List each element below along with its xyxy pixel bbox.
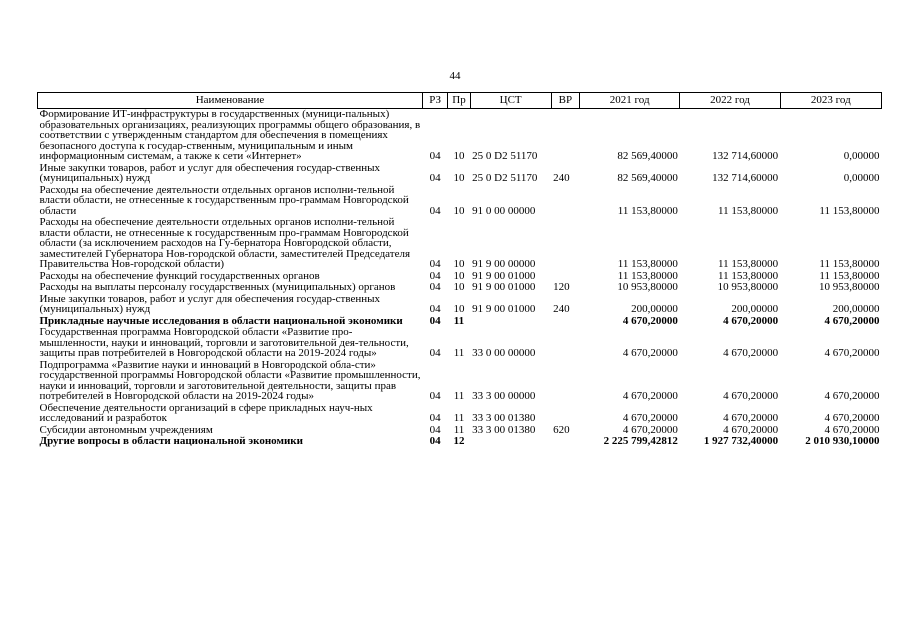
cell-vr — [551, 360, 579, 403]
cell-name: Другие вопросы в области национальной экономики — [39, 435, 303, 447]
column-header-rz: РЗ — [423, 93, 448, 109]
table-row — [38, 327, 882, 360]
cell-rz: 04 — [429, 390, 441, 402]
cell-amount-2021: 4 670,20000 — [622, 423, 678, 436]
column-header-2023: 2023 год — [780, 93, 881, 109]
cell-vr — [551, 217, 579, 271]
cell-amount-2022: 132 714,60000 — [712, 150, 779, 162]
cell-pr: 10 — [453, 303, 465, 315]
cell-pr: 11 — [453, 347, 465, 359]
cell-amount-2023: 11 153,80000 — [819, 204, 880, 217]
cell-name: Иные закупки товаров, работ и услуг для обеспечения государ-ственных (муниципальных) нужд — [39, 292, 381, 315]
cell-amount-2022: 11 153,80000 — [718, 204, 779, 217]
cell-pr: 11 — [453, 423, 465, 436]
cell-rz: 04 — [429, 258, 441, 270]
cell-amount-2021: 11 153,80000 — [617, 204, 678, 217]
cell-amount-2022: 4 670,20000 — [723, 390, 779, 402]
table-row — [38, 163, 882, 185]
table-body — [38, 109, 882, 448]
cell-vr — [551, 316, 579, 328]
cell-amount-2022: 11 153,80000 — [718, 258, 779, 270]
cell-rz: 04 — [429, 269, 441, 282]
cell-amount-2023: 4 670,20000 — [824, 423, 880, 436]
cell-amount-2023: 2 010 930,10000 — [805, 435, 880, 447]
cell-pr: 10 — [453, 281, 465, 293]
table-row — [38, 360, 882, 403]
cell-name: Государственная программа Новгородской области «Развитие про-мышленности, науки и инноваций, торговли и заготовительной дея-тельности, защиты прав потребителей в Новгородской области на 2019-2024 годы» — [39, 326, 409, 359]
cell-cst: 33 3 00 00000 — [472, 390, 536, 402]
cell-cst: 25 0 D2 51170 — [472, 172, 538, 184]
cell-rz: 04 — [429, 204, 441, 217]
cell-pr: 10 — [453, 204, 465, 217]
cell-cst: 91 9 00 01000 — [472, 269, 536, 282]
cell-amount-2023: 4 670,20000 — [824, 347, 880, 359]
cell-rz: 04 — [429, 281, 441, 293]
cell-amount-2023: 4 670,20000 — [824, 412, 880, 424]
cell-rz: 04 — [429, 412, 441, 424]
cell-amount-2022: 10 953,80000 — [717, 281, 779, 293]
table-header-row — [38, 93, 882, 109]
cell-amount-2021: 82 569,40000 — [617, 172, 678, 184]
cell-amount-2022: 1 927 732,40000 — [703, 435, 779, 447]
cell-vr — [551, 185, 579, 218]
table-row — [38, 294, 882, 316]
cell-amount-2023: 4 670,20000 — [824, 390, 880, 402]
cell-cst — [470, 316, 551, 328]
cell-rz: 04 — [429, 423, 441, 436]
cell-amount-2023: 0,00000 — [843, 172, 880, 184]
cell-pr: 10 — [453, 172, 465, 184]
cell-vr — [551, 403, 579, 425]
cell-amount-2023: 11 153,80000 — [819, 269, 880, 282]
cell-name: Расходы на обеспечение деятельности отдельных органов исполни-тельной власти области, не отнесенные к государственным про-граммам Новгородской области — [39, 183, 409, 217]
cell-amount-2023: 4 670,20000 — [824, 314, 880, 327]
cell-name: Расходы на обеспечение функций государственных органов — [39, 269, 320, 282]
cell-name: Обеспечение деятельности организаций в сфере прикладных науч-ных исследований и разработок — [39, 401, 373, 424]
cell-amount-2022: 4 670,20000 — [723, 347, 779, 359]
page-number: 44 — [449, 70, 461, 82]
cell-amount-2023: 11 153,80000 — [819, 258, 880, 270]
cell-amount-2022: 4 670,20000 — [723, 423, 779, 436]
cell-rz: 04 — [429, 347, 441, 359]
cell-vr — [551, 436, 579, 448]
cell-amount-2021: 2 225 799,42812 — [603, 435, 678, 447]
cell-amount-2021: 11 153,80000 — [617, 258, 678, 270]
cell-vr: 120 — [553, 281, 570, 293]
cell-pr: 12 — [453, 435, 465, 447]
cell-vr: 240 — [553, 172, 570, 184]
cell-name: Прикладные научные исследования в области национальной экономики — [39, 314, 403, 327]
table-row — [38, 185, 882, 218]
table-row — [38, 436, 882, 448]
cell-cst — [470, 436, 551, 448]
cell-vr: 240 — [553, 303, 570, 315]
cell-cst: 91 9 00 01000 — [472, 303, 536, 315]
cell-vr: 620 — [553, 423, 570, 436]
column-header-2021: 2021 год — [580, 93, 680, 109]
cell-rz: 04 — [429, 314, 441, 327]
column-header-cst: ЦСТ — [470, 93, 551, 109]
cell-amount-2022: 200,00000 — [731, 303, 779, 315]
cell-cst: 91 9 00 01000 — [472, 281, 536, 293]
column-header-name: Наименование — [38, 93, 423, 109]
cell-pr: 11 — [453, 390, 465, 402]
cell-cst: 33 0 00 00000 — [472, 347, 536, 359]
cell-pr: 11 — [453, 314, 465, 327]
column-header-2022: 2022 год — [680, 93, 780, 109]
cell-pr: 11 — [453, 412, 465, 424]
table-row — [38, 109, 882, 163]
cell-name: Формирование ИТ-инфраструктуры в государственных (муници-пальных) образовательных организациях, реализующих программы общего образования, в соответствии с утвержденным стандартом для обеспечения в помещениях безопасного доступа к государ-ственным, муниципальным и иным информационным системам, а также к сети «Интернет» — [39, 108, 421, 162]
cell-pr: 10 — [453, 258, 465, 270]
cell-cst: 33 3 00 01380 — [472, 412, 536, 424]
cell-amount-2023: 0,00000 — [843, 150, 880, 162]
cell-amount-2021: 11 153,80000 — [617, 269, 678, 282]
column-header-vr: ВР — [551, 93, 579, 109]
cell-vr — [551, 327, 579, 360]
cell-amount-2023: 200,00000 — [832, 303, 880, 315]
cell-rz: 04 — [429, 150, 441, 162]
cell-amount-2023: 10 953,80000 — [819, 281, 880, 293]
table-row — [38, 282, 882, 294]
cell-amount-2021: 4 670,20000 — [622, 314, 678, 327]
cell-pr: 10 — [453, 150, 465, 162]
cell-amount-2021: 4 670,20000 — [622, 347, 678, 359]
cell-amount-2021: 10 953,80000 — [617, 281, 678, 293]
cell-name: Расходы на выплаты персоналу государственных (муниципальных) органов — [39, 281, 396, 293]
cell-cst: 91 0 00 00000 — [472, 204, 536, 217]
table-row — [38, 403, 882, 425]
cell-name: Субсидии автономным учреждениям — [39, 423, 213, 436]
table-row — [38, 217, 882, 271]
cell-cst: 33 3 00 01380 — [472, 423, 536, 436]
cell-amount-2022: 4 670,20000 — [723, 412, 779, 424]
cell-amount-2021: 4 670,20000 — [622, 412, 678, 424]
cell-amount-2022: 11 153,80000 — [718, 269, 779, 282]
cell-amount-2021: 4 670,20000 — [622, 390, 678, 402]
cell-rz: 04 — [429, 435, 441, 447]
cell-cst: 91 9 00 00000 — [472, 258, 536, 270]
cell-amount-2021: 200,00000 — [631, 303, 678, 315]
budget-table — [37, 92, 882, 448]
cell-amount-2022: 132 714,60000 — [712, 172, 779, 184]
cell-name: Иные закупки товаров, работ и услуг для обеспечения государ-ственных (муниципальных) нужд — [39, 161, 381, 184]
cell-rz: 04 — [429, 303, 441, 315]
cell-pr: 10 — [453, 269, 465, 282]
cell-name: Расходы на обеспечение деятельности отдельных органов исполни-тельной власти области, не отнесенные к государственным про-граммам Новгородской области (за исключением расходов на Гу-бернатора Новгородской области, заместителей Губернатора Нов-городской области, заместителей Председателя Правительства Нов-городской области) — [39, 216, 411, 270]
cell-amount-2022: 4 670,20000 — [723, 314, 779, 327]
column-header-pr: Пр — [448, 93, 470, 109]
cell-vr — [551, 109, 579, 163]
cell-name: Подпрограмма «Развитие науки и инноваций в Новгородской обла-сти» государственной программы Новгородской области «Развитие промышленности, науки и инноваций, торговли и заготовительной деятельности, защиты прав потребителей в Новгородской области на 2019-2024 годы» — [39, 358, 421, 402]
cell-rz: 04 — [429, 172, 441, 184]
cell-cst: 25 0 D2 51170 — [472, 150, 538, 162]
cell-amount-2021: 82 569,40000 — [617, 150, 678, 162]
